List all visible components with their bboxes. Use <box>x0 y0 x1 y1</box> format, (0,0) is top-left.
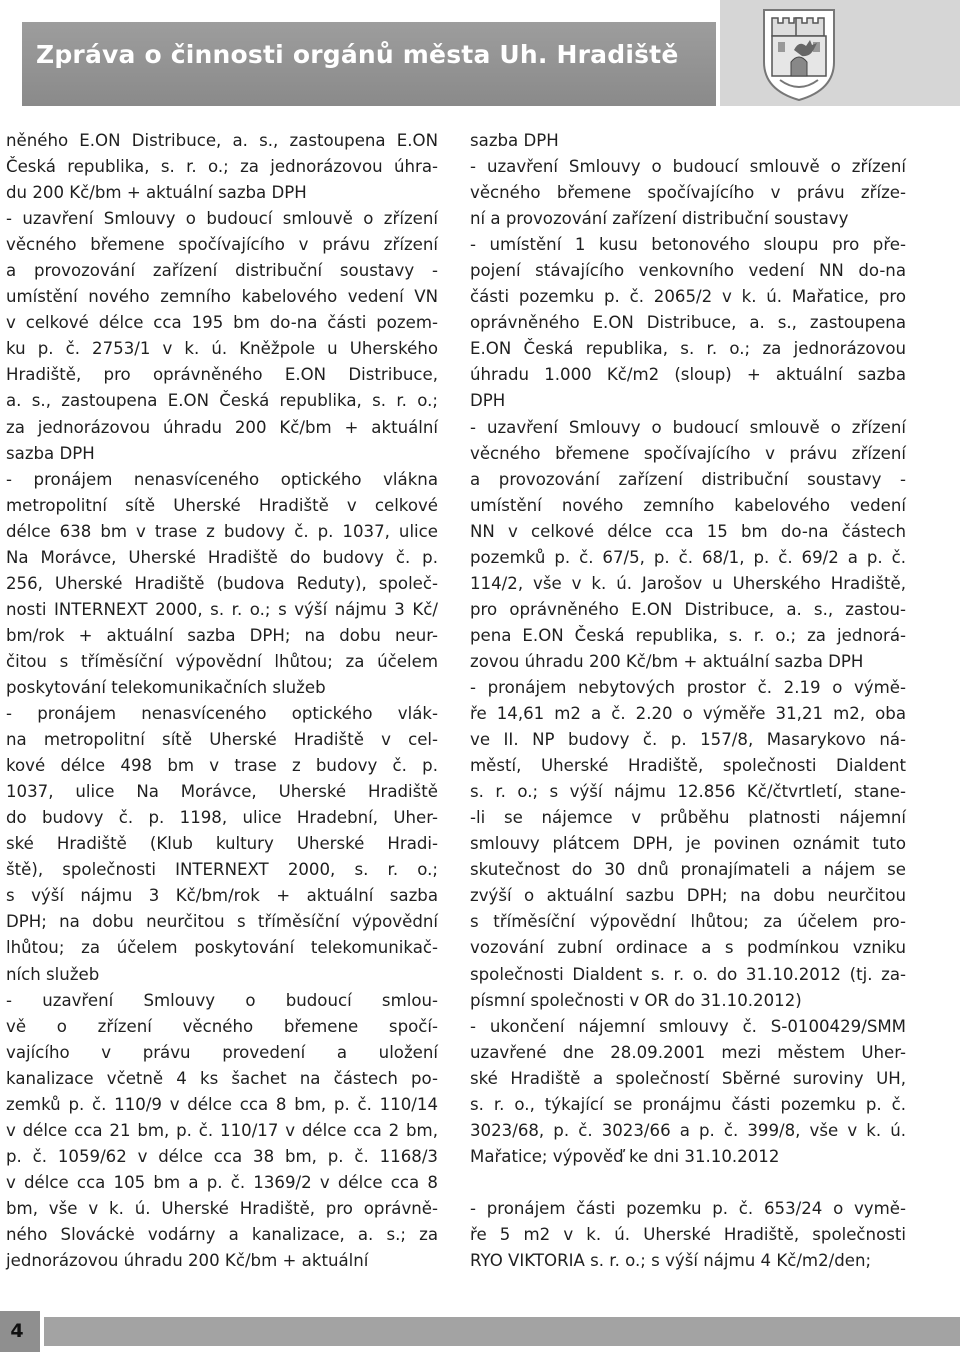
text-line: Hradiště, pro oprávněného E.ON Distribuce, <box>6 365 438 385</box>
text-line: zemků p. č. 110/9 v délce cca 8 bm, p. č. 110/14 <box>6 1094 438 1114</box>
text-line: - uzavření Smlouvy o budoucí smlou- <box>6 990 438 1010</box>
text-line: DPH; na dobu neurčitou s tříměsíční výpovědní <box>6 912 438 932</box>
text-line: jednorázovou úhradu 200 Kč/bm + aktuální <box>6 1251 369 1271</box>
header-banner <box>22 22 716 106</box>
text-line: kanalizace včetně 4 ks šachet na částech po- <box>6 1068 438 1088</box>
text-line: NN v celkové délce cca 15 bm do-na částech <box>470 521 906 541</box>
text-line: pojení stávajícího venkovního vedení NN do-na <box>470 261 906 281</box>
text-line: něného E.ON Distribuce, a. s., zastoupena E.ON <box>6 131 438 150</box>
text-line: společnosti Dialdent s. r. o. do 31.10.2012 (tj. za- <box>470 964 906 984</box>
text-line: DPH <box>470 391 506 411</box>
text-line: uzavřené dne 28.09.2001 mezi městem Uher- <box>470 1042 906 1062</box>
text-line: Mařatice; výpověď ke dni 31.10.2012 <box>470 1146 780 1166</box>
text-line: - ukončení nájemní smlouvy č. S-0100429/SMM <box>470 1016 906 1036</box>
text-line: v délce cca 105 bm a p. č. 1369/2 v délce cca 8 <box>6 1172 438 1192</box>
text-line: - pronájem nenasvíceného optického vlákna <box>6 469 438 489</box>
text-line: délce 638 bm v trase z budovy č. p. 1037, ulice <box>6 521 438 541</box>
text-line: - uzavření Smlouvy o budoucí smlouvě o zřízení <box>470 417 906 437</box>
text-line: pro oprávněného E.ON Distribuce, a. s., zastou- <box>470 599 906 619</box>
text-line: 256, Uherské Hradiště (budova Reduty), společ- <box>6 573 438 593</box>
text-line: zvýší o aktuální sazbu DPH; na dobu neurčitou <box>470 886 906 906</box>
text-line: ní a provozování zařízení distribuční soustavy <box>470 209 849 229</box>
text-line: 114/2, vše v k. ú. Jarošov u Uherského Hradiště, <box>470 573 906 593</box>
text-line: 3023/68, p. č. 3023/66 a p. č. 399/8, vše v k. ú. <box>470 1120 906 1140</box>
text-line: ře 5 m2 v k. ú. Uherské Hradiště, společnosti <box>470 1224 906 1244</box>
text-line: sazba DPH <box>6 443 95 463</box>
text-line: poskytování telekomunikačních služeb <box>6 677 326 697</box>
text-line: ních služeb <box>6 964 100 984</box>
text-line: p. č. 1059/62 v délce cca 38 bm, p. č. 1168/3 <box>6 1146 438 1166</box>
text-line: - umístění 1 kusu betonového sloupu pro pře- <box>470 235 906 255</box>
footer-bar <box>44 1317 960 1346</box>
text-line: bm/rok + aktuální sazba DPH; na dobu neur- <box>6 625 438 645</box>
text-line: ře 14,61 m2 a č. 2.20 o výměře 31,21 m2, oba <box>470 704 906 724</box>
text-line: 1037, ulice Na Morávce, Uherské Hradiště <box>6 782 438 802</box>
right-column <box>470 128 906 1274</box>
text-line: Na Morávce, Uherské Hradiště do budovy č. p. <box>6 547 438 567</box>
text-line: písmní společnosti v OR do 31.10.2012) <box>470 990 802 1010</box>
text-line: čitou s tříměsíční výpovědní lhůtou; za účelem <box>6 651 438 671</box>
left-column <box>6 128 438 1274</box>
text-line: sazba DPH <box>470 131 559 150</box>
text-line: s tříměsíční výpovědní lhůtou; za účelem pro- <box>470 912 906 932</box>
text-line: lhůtou; za účelem poskytování telekomunikač- <box>6 938 438 958</box>
text-line: umístění nového zemního kabelového vedení VN <box>6 287 438 307</box>
text-line: na metropolitní sítě Uherské Hradiště v cel- <box>6 730 438 750</box>
text-line: bm, vše v k. ú. Uherské Hradiště, pro oprávně- <box>6 1198 438 1218</box>
crest-panel <box>720 0 960 106</box>
text-line: smlouvy plátcem DPH, je povinen oznámit tuto <box>470 834 906 854</box>
text-line: ného Slováckė vodárny a kanalizace, a. s.; za <box>6 1224 438 1244</box>
text-line: vajícího v právu provedení a uložení <box>6 1042 438 1062</box>
text-line: s. r. o.; s výší nájmu 12.856 Kč/čtvrtletí, stane- <box>470 782 906 802</box>
page-title: Zpráva o činnosti orgánů města Uh. Hradiště <box>36 40 679 69</box>
text-line: úhradu 1.000 Kč/m2 (sloup) + aktuální sazba <box>470 365 906 385</box>
text-line: - uzavření Smlouvy o budoucí smlouvě o zřízení <box>6 209 438 229</box>
text-line: nosti INTERNEXT 2000, s. r. o.; s výší nájmu 3 Kč/ <box>6 599 438 619</box>
text-line: oprávněného E.ON Distribuce, a. s., zastoupena <box>470 313 906 333</box>
text-line: pozemků p. č. 67/5, p. č. 68/1, p. č. 69/2 a p. č. <box>470 547 906 567</box>
text-line: věcného břemene spočívajícího v právu zřízení <box>6 235 438 255</box>
text-line: ské Hradiště (Klub kultury Uherské Hradi- <box>6 834 438 854</box>
text-line: E.ON Česká republika, s. r. o.; za jednorázovou <box>470 339 906 359</box>
text-line: ště), společnosti INTERNEXT 2000, s. r. o.; <box>6 860 438 880</box>
text-line: za jednorázovou úhradu 200 Kč/bm + aktuální <box>6 417 438 437</box>
text-line: věcného břemene spočívajícího v právu zřízení <box>470 443 906 463</box>
text-line: skutečnost do 30 dnů pronajímateli a nájem se <box>470 860 906 880</box>
text-line: kové délce 498 bm v trase z budovy č. p. <box>6 756 438 776</box>
page-number: 4 <box>10 1320 24 1342</box>
text-line: a. s., zastoupena E.ON Česká republika, s. r. o.; <box>6 391 438 411</box>
text-line: ve II. NP budovy č. p. 157/8, Masarykovo ná- <box>470 730 906 750</box>
text-line: zovou úhradu 200 Kč/bm + aktuální sazba DPH <box>470 651 864 671</box>
text-line: umístění nového zemního kabelového vedení <box>470 495 906 515</box>
text-line: a provozování zařízení distribuční soustavy - <box>6 261 438 281</box>
text-line: části pozemku p. č. 2065/2 v k. ú. Mařatice, pro <box>470 287 906 307</box>
text-line: do budovy č. p. 1198, ulice Hradební, Uher- <box>6 808 438 828</box>
text-line: - pronájem nebytových prostor č. 2.19 o výmě- <box>470 677 906 697</box>
text-line: vozování zubní ordinace a s podmínkou vzniku <box>470 938 906 958</box>
text-line: Česká republika, s. r. o.; za jednorázovou úhra- <box>6 157 438 177</box>
text-line: ské Hradiště a společností Sběrné suroviny UH, <box>470 1068 906 1088</box>
text-line: ku p. č. 2753/1 v k. ú. Kněžpole u Uherského <box>6 339 438 359</box>
text-line: - uzavření Smlouvy o budoucí smlouvě o zřízení <box>470 157 906 177</box>
text-line: městí, Uherské Hradiště, společnosti Dialdent <box>470 756 906 776</box>
text-line: s. r. o., týkající se pronájmu části pozemku p. č. <box>470 1094 906 1114</box>
text-line: RYO VIKTORIA s. r. o.; s výší nájmu 4 Kč/m2/den; <box>470 1250 872 1270</box>
text-line: vě o zřízení věcného břemene spočí- <box>6 1016 438 1036</box>
text-line: a provozování zařízení distribuční soustavy - <box>470 469 906 489</box>
text-line: pena E.ON Česká republika, s. r. o.; za jednorá- <box>470 625 906 645</box>
text-line: du 200 Kč/bm + aktuální sazba DPH <box>6 183 307 203</box>
text-line: věcného břemene spočívajícího v právu zříze- <box>470 183 906 203</box>
text-line: v celkové délce cca 195 bm do-na části pozem- <box>6 313 438 333</box>
text-line: -li se nájemce v průběhu platnosti nájemní <box>470 808 906 828</box>
text-line: s výší nájmu 3 Kč/bm/rok + aktuální sazba <box>6 886 438 906</box>
text-line: - pronájem části pozemku p. č. 653/24 o vymě- <box>470 1198 906 1218</box>
text-line: - pronájem nenasvíceného optického vlák- <box>6 704 438 724</box>
text-line: metropolitní sítě Uherské Hradiště v celkové <box>6 495 438 515</box>
text-line <box>470 1170 906 1196</box>
city-coat-of-arms-icon <box>760 6 838 102</box>
text-line: v délce cca 21 bm, p. č. 110/17 v délce cca 2 bm, <box>6 1120 438 1140</box>
